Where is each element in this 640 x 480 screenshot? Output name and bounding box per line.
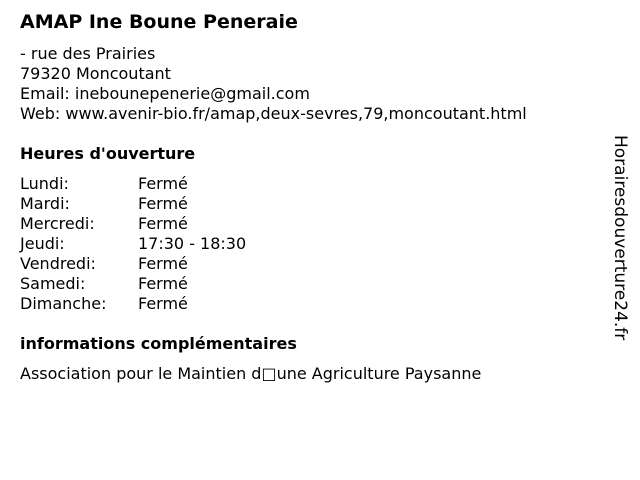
hours-day: Vendredi: [20,254,96,273]
contact-block [20,44,600,124]
web-line: Web: www.avenir-bio.fr/amap,deux-sevres,79,moncoutant.html [20,104,527,123]
hours-time: Fermé [138,174,188,193]
hours-row-saturday [20,274,600,294]
hours-time: Fermé [138,254,188,273]
hours-row-wednesday [20,214,600,234]
hours-time: 17:30 - 18:30 [138,234,247,253]
hours-row-friday [20,254,600,274]
hours-row-monday [20,174,600,194]
hours-day: Mercredi: [20,214,95,233]
info-heading: informations complémentaires [20,334,297,353]
hours-day: Mardi: [20,194,70,213]
hours-heading: Heures d'ouverture [20,144,196,163]
business-name: AMAP Ine Boune Peneraie [20,11,298,33]
hours-table [20,174,600,314]
hours-time: Fermé [138,274,188,293]
address-city: 79320 Moncoutant [20,64,171,83]
hours-day: Jeudi: [20,234,65,253]
hours-time: Fermé [138,194,188,213]
info-text: Association pour le Maintien d□une Agriculture Paysanne [20,364,482,383]
hours-day: Lundi: [20,174,69,193]
site-watermark: Horairesdouverture24.fr [610,135,630,341]
business-listing [20,10,600,384]
address-street: - rue des Prairies [20,44,156,63]
hours-time: Fermé [138,294,188,313]
hours-day: Samedi: [20,274,86,293]
email-line: Email: inebounepenerie@gmail.com [20,84,310,103]
hours-row-sunday [20,294,600,314]
hours-row-thursday [20,234,600,254]
hours-time: Fermé [138,214,188,233]
hours-day: Dimanche: [20,294,107,313]
hours-row-tuesday [20,194,600,214]
